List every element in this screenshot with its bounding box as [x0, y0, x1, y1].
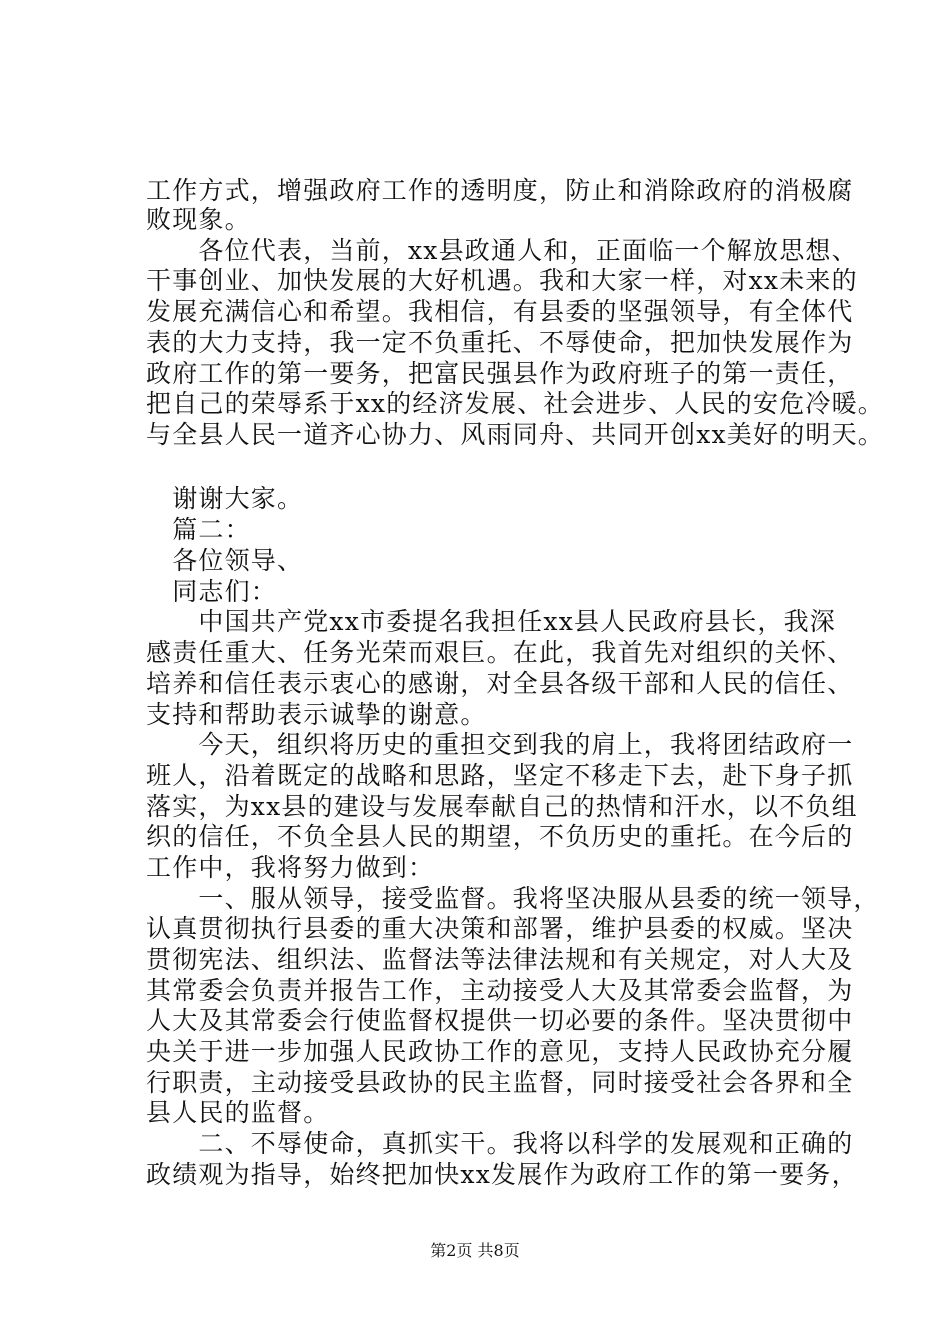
- paragraph-line: 干事创业、加快发展的大好机遇。我和大家一样，对xx未来的: [146, 266, 858, 295]
- paragraph-line: 人大及其常委会行使监督权提供一切必要的条件。坚决贯彻中: [146, 1006, 854, 1035]
- paragraph-line: 表的大力支持，我一定不负重托、不辱使命，把加快发展作为: [146, 328, 854, 357]
- page-number-footer: 第2页 共8页: [430, 1241, 520, 1260]
- paragraph-line: 发展充满信心和希望。我相信，有县委的坚强领导，有全体代: [146, 297, 854, 326]
- paragraph-line: 织的信任，不负全县人民的期望，不负历史的重托。在今后的: [146, 822, 854, 851]
- salutation-line: 各位领导、: [146, 546, 304, 575]
- paragraph-line: 谢谢大家。: [146, 484, 304, 513]
- paragraph-line: 县人民的监督。: [146, 1098, 330, 1127]
- salutation-line: 同志们：: [146, 577, 278, 606]
- paragraph-line: 落实，为xx县的建设与发展奉献自己的热情和汗水，以不负组: [146, 792, 858, 821]
- paragraph-line: 败现象。: [146, 205, 251, 234]
- paragraph-line: 今天，组织将历史的重担交到我的肩上，我将团结政府一: [146, 730, 854, 759]
- paragraph-line: 班人，沿着既定的战略和思路，坚定不移走下去，赴下身子抓: [146, 761, 854, 790]
- paragraph-line: 工作中，我将努力做到：: [146, 853, 435, 882]
- paragraph-line: 二、不辱使命，真抓实干。我将以科学的发展观和正确的: [146, 1129, 854, 1158]
- paragraph-line: 贯彻宪法、组织法、监督法等法律法规和有关规定，对人大及: [146, 945, 854, 974]
- paragraph-line: 培养和信任表示衷心的感谢，对全县各级干部和人民的信任、: [146, 669, 854, 698]
- paragraph-line: 政府工作的第一要务，把富民强县作为政府班子的第一责任，: [146, 359, 854, 388]
- paragraph-line: 与全县人民一道齐心协力、风雨同舟、共同开创xx美好的明天。: [146, 420, 885, 449]
- paragraph-line: 感责任重大、任务光荣而艰巨。在此，我首先对组织的关怀、: [146, 638, 854, 667]
- paragraph-line: 一、服从领导，接受监督。我将坚决服从县委的统一领导，: [146, 884, 880, 913]
- paragraph-line: 其常委会负责并报告工作，主动接受人大及其常委会监督，为: [146, 976, 854, 1005]
- paragraph-line: 各位代表，当前，xx县政通人和，正面临一个解放思想、: [146, 236, 858, 265]
- section-heading: 篇二：: [146, 515, 251, 544]
- paragraph-line: 支持和帮助表示诚挚的谢意。: [146, 700, 487, 729]
- paragraph-line: 行职责，主动接受县政协的民主监督，同时接受社会各界和全: [146, 1068, 854, 1097]
- paragraph-line: 把自己的荣辱系于xx的经济发展、社会进步、人民的安危冷暖。: [146, 389, 885, 418]
- paragraph-line: 中国共产党xx市委提名我担任xx县人民政府县长，我深: [146, 607, 836, 636]
- paragraph-line: 政绩观为指导，始终把加快xx发展作为政府工作的第一要务，: [146, 1160, 858, 1189]
- paragraph-line: 工作方式，增强政府工作的透明度，防止和消除政府的消极腐: [146, 176, 854, 205]
- paragraph-line: 认真贯彻执行县委的重大决策和部署，维护县委的权威。坚决: [146, 914, 854, 943]
- paragraph-line: 央关于进一步加强人民政协工作的意见，支持人民政协充分履: [146, 1037, 854, 1066]
